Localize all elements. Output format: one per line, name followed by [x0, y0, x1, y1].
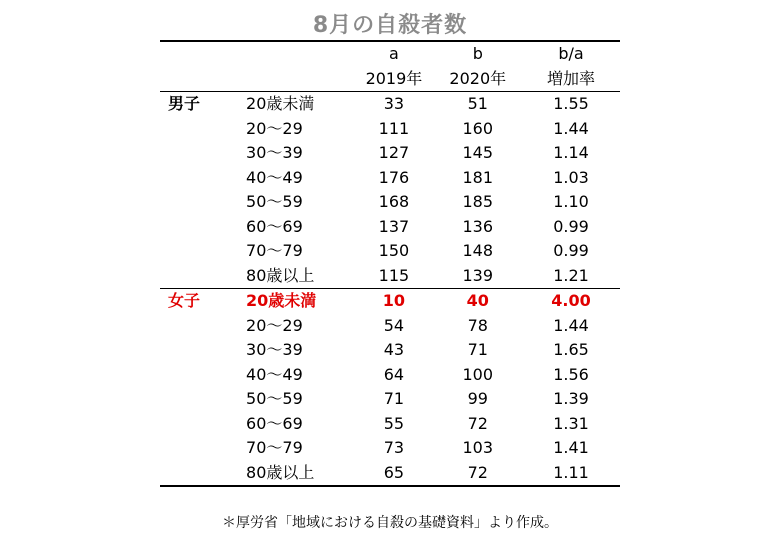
age-range-cell: 70〜79: [246, 438, 303, 458]
age-range-cell: 40〜49: [246, 364, 303, 384]
value-2020-cell: 99: [467, 389, 488, 409]
table-row: [160, 363, 620, 388]
table-row: [160, 239, 620, 264]
age-range-cell: 20〜29: [246, 118, 303, 138]
group-label-cell: [160, 363, 246, 388]
age-range-cell: 20歳未満: [246, 92, 354, 117]
age-range-cell: 30〜39: [246, 143, 303, 163]
table-row: [160, 289, 620, 314]
value-2020-cell: 139: [462, 265, 494, 285]
ratio-cell: 1.39: [553, 389, 589, 409]
table-body: [160, 41, 620, 486]
value-2019-cell: 10: [354, 289, 433, 314]
table-row: [160, 461, 620, 487]
value-2020-cell: 185: [462, 192, 494, 212]
group-label-cell: [160, 117, 246, 142]
value-2020-cell: 72: [467, 413, 488, 433]
table-row: [160, 387, 620, 412]
ratio-cell: 1.31: [553, 413, 589, 433]
ratio-cell: 1.14: [553, 143, 589, 163]
ratio-cell: 1.44: [553, 315, 589, 335]
table-row: [160, 314, 620, 339]
value-2019-cell: 73: [383, 438, 405, 458]
header-empty-cell: [160, 67, 246, 92]
value-2020-cell: 148: [462, 241, 494, 261]
footnote: ＊厚労省「地域における自殺の基礎資料」より作成。: [222, 515, 558, 531]
value-2020-cell: 100: [462, 364, 494, 384]
value-2019-cell: 64: [383, 364, 405, 384]
ratio-cell: 1.65: [553, 340, 589, 360]
group-label-cell: [160, 215, 246, 240]
value-2019-cell: 115: [378, 265, 410, 285]
value-2020-cell: 71: [467, 340, 488, 360]
ratio-cell: 0.99: [553, 241, 589, 261]
table-title: 8月の自殺者数: [312, 13, 468, 38]
table-row: [160, 215, 620, 240]
group-label-cell: [160, 141, 246, 166]
value-2020-cell: 40: [433, 289, 522, 314]
group-label-cell: [160, 387, 246, 412]
table-row: [160, 412, 620, 437]
value-2019-cell: 176: [378, 167, 410, 187]
header-empty-cell: [160, 41, 246, 67]
age-range-cell: 80歳以上: [246, 461, 354, 487]
group-label-cell: [160, 338, 246, 363]
ratio-cell: 1.11: [522, 461, 620, 487]
ratio-cell: 1.56: [553, 364, 589, 384]
header-empty-cell: [246, 41, 354, 67]
header-letter-a: a: [354, 41, 433, 67]
age-range-cell: 50〜59: [246, 192, 303, 212]
header-row-labels: [160, 67, 620, 92]
group-label-cell: [160, 166, 246, 191]
value-2019-cell: 150: [378, 241, 410, 261]
ratio-cell: 4.00: [522, 289, 620, 314]
value-2019-cell: 137: [378, 216, 410, 236]
table-row: [160, 264, 620, 289]
value-2019-cell: 33: [354, 92, 433, 117]
value-2019-cell: 54: [383, 315, 405, 335]
group-label-cell: [160, 436, 246, 461]
age-range-cell: 50〜59: [246, 389, 303, 409]
group-label-cell: [160, 264, 246, 289]
table-row: [160, 338, 620, 363]
age-range-cell: 20〜29: [246, 315, 303, 335]
age-range-cell: 70〜79: [246, 241, 303, 261]
table-row: [160, 117, 620, 142]
value-2020-cell: 103: [462, 438, 494, 458]
age-range-cell: 80歳以上: [246, 265, 315, 285]
age-range-cell: 20歳未満: [246, 289, 354, 314]
table-row: [160, 190, 620, 215]
value-2019-cell: 127: [378, 143, 410, 163]
ratio-cell: 1.55: [522, 92, 620, 117]
table-row: [160, 436, 620, 461]
value-2019-cell: 65: [354, 461, 433, 487]
value-2019-cell: 43: [383, 340, 405, 360]
group-label-cell: [160, 314, 246, 339]
value-2020-cell: 181: [462, 167, 494, 187]
suicide-stats-table: [160, 40, 620, 487]
ratio-cell: 1.44: [553, 118, 589, 138]
value-2020-cell: 51: [433, 92, 522, 117]
value-2019-cell: 168: [378, 192, 410, 212]
header-row-letters: [160, 41, 620, 67]
ratio-cell: 1.03: [553, 167, 589, 187]
table-row: [160, 166, 620, 191]
header-letter-b: b: [433, 41, 522, 67]
header-letter-ratio: b/a: [522, 41, 620, 67]
group-label-cell: 男子: [160, 92, 246, 117]
header-empty-cell: [246, 67, 354, 92]
ratio-cell: 1.41: [553, 438, 589, 458]
table-row: [160, 92, 620, 117]
header-label-2019: 2019年: [365, 68, 423, 88]
age-range-cell: 40〜49: [246, 167, 303, 187]
header-label-2020: 2020年: [449, 68, 507, 88]
value-2019-cell: 71: [383, 389, 405, 409]
value-2020-cell: 72: [433, 461, 522, 487]
header-label-ratio: 増加率: [547, 68, 596, 88]
value-2019-cell: 55: [383, 413, 405, 433]
ratio-cell: 0.99: [553, 216, 589, 236]
table-row: [160, 141, 620, 166]
value-2019-cell: 111: [378, 118, 410, 138]
group-label-cell: [160, 461, 246, 487]
group-label-cell: [160, 239, 246, 264]
group-label-cell: [160, 412, 246, 437]
age-range-cell: 30〜39: [246, 340, 303, 360]
age-range-cell: 60〜69: [246, 413, 303, 433]
group-label-cell: 女子: [160, 289, 246, 314]
ratio-cell: 1.10: [553, 192, 589, 212]
age-range-cell: 60〜69: [246, 216, 303, 236]
value-2020-cell: 160: [462, 118, 494, 138]
value-2020-cell: 136: [462, 216, 494, 236]
ratio-cell: 1.21: [553, 265, 589, 285]
value-2020-cell: 78: [467, 315, 488, 335]
value-2020-cell: 145: [462, 143, 494, 163]
group-label-cell: [160, 190, 246, 215]
